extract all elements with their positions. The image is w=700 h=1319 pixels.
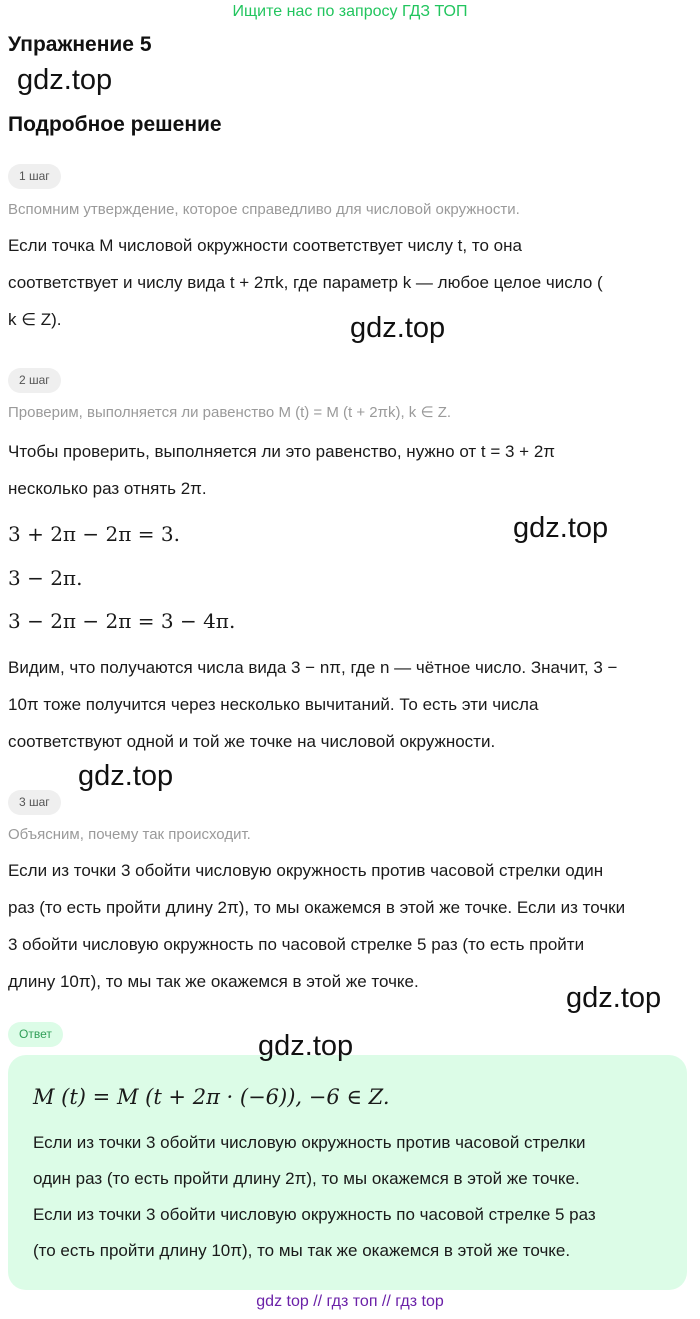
answer-line-3: Если из точки 3 обойти числовую окружность по часовой стрелке 5 раз <box>33 1205 596 1224</box>
watermark: gdz.top <box>513 512 609 544</box>
step-3-text <box>8 852 698 1000</box>
footer-links[interactable]: gdz top // гдз топ // гдз top <box>256 1293 444 1310</box>
step-2-line-7: 10π тоже получится через несколько вычитаний. То есть эти числа <box>8 695 539 714</box>
answer-badge: Ответ <box>8 1022 63 1047</box>
step-2-equation-3: 3 − 2π − 2π = 3 − 4π. <box>8 609 236 633</box>
step-2-line-1: Чтобы проверить, выполняется ли это равенство, нужно от t = 3 + 2π <box>8 442 556 461</box>
step-1-line-3: k ∈ Z). <box>8 310 62 329</box>
answer-line-2: один раз (то есть пройти длину 2π), то мы окажемся в этой же точке. <box>33 1169 580 1188</box>
watermark: gdz.top <box>566 982 662 1014</box>
watermark: gdz.top <box>258 1030 354 1062</box>
step-3-line-4: длину 10π), то мы так же окажемся в этой же точке. <box>8 972 419 991</box>
step-2-hint: Проверим, выполняется ли равенство M (t) = M (t + 2πk), k ∈ Z. <box>8 404 452 421</box>
search-banner: Ищите нас по запросу ГДЗ ТОП <box>232 3 468 20</box>
step-3-line-3: 3 обойти числовую окружность по часовой стрелке 5 раз (то есть пройти <box>8 935 585 954</box>
step-2-text-a <box>8 433 688 507</box>
step-2-line-8: соответствуют одной и той же точке на числовой окружности. <box>8 732 496 751</box>
answer-text <box>33 1125 683 1269</box>
step-2-text-b <box>8 649 688 760</box>
watermark: gdz.top <box>78 760 174 792</box>
step-1-line-2: соответствует и числу вида t + 2πk, где параметр k — любое целое число ( <box>8 273 603 292</box>
step-1-line-1: Если точка M числовой окружности соответствует числу t, то она <box>8 236 522 255</box>
step-2-line-6: Видим, что получаются числа вида 3 − nπ, где n — чётное число. Значит, 3 − <box>8 658 618 677</box>
solution-heading: Подробное решение <box>8 113 222 136</box>
watermark: gdz.top <box>17 64 113 96</box>
step-1-text <box>8 227 688 338</box>
answer-line-4: (то есть пройти длину 10π), то мы так же окажемся в этой же точке. <box>33 1241 571 1260</box>
step-3-line-2: раз (то есть пройти длину 2π), то мы окажемся в этой же точке. Если из точки <box>8 898 626 917</box>
exercise-title: Упражнение 5 <box>8 33 152 56</box>
step-3-hint: Объясним, почему так происходит. <box>8 826 251 843</box>
answer-line-1: Если из точки 3 обойти числовую окружность против часовой стрелки <box>33 1133 586 1152</box>
step-2-equation-1: 3 + 2π − 2π = 3. <box>8 522 180 546</box>
answer-box <box>8 1055 687 1290</box>
step-1-badge: 1 шаг <box>8 164 61 189</box>
step-2-equation-2: 3 − 2π. <box>8 566 83 590</box>
step-3-line-1: Если из точки 3 обойти числовую окружность против часовой стрелки один <box>8 861 604 880</box>
step-2-line-2: несколько раз отнять 2π. <box>8 479 207 498</box>
watermark: gdz.top <box>350 312 446 344</box>
step-1-hint: Вспомним утверждение, которое справедливо для числовой окружности. <box>8 201 520 218</box>
answer-formula: M (t) = M (t + 2π · (−6)), −6 ∈ Z. <box>33 1085 390 1109</box>
step-3-badge: 3 шаг <box>8 790 61 815</box>
step-2-badge: 2 шаг <box>8 368 61 393</box>
